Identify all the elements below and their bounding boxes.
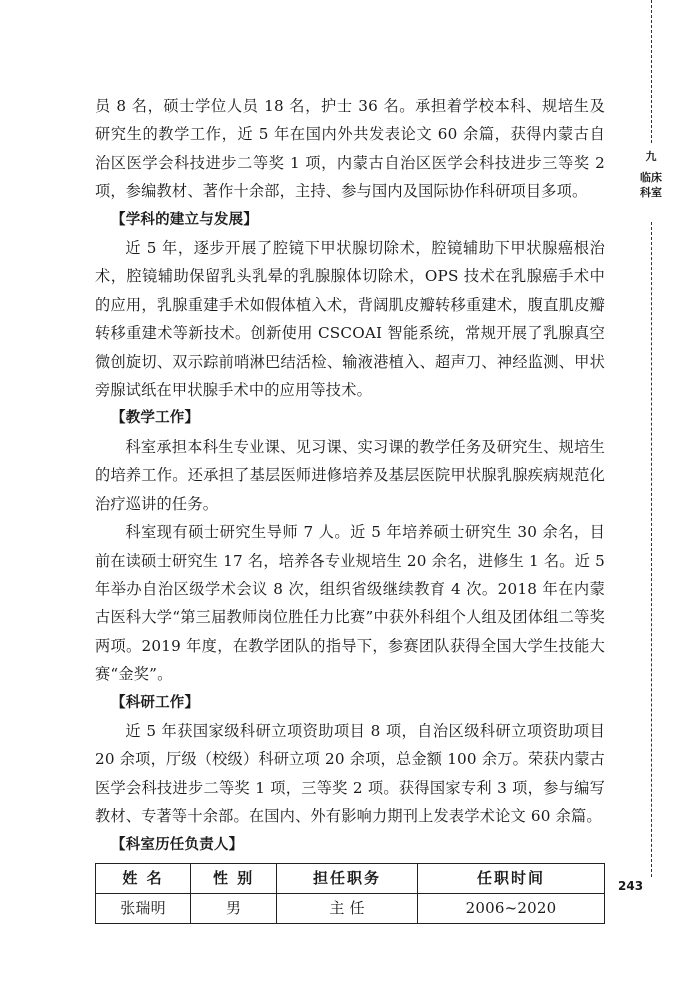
cell-position: 主 任: [277, 893, 418, 923]
leaders-table: [95, 863, 605, 924]
chapter-title: 临床科室: [640, 171, 662, 199]
table-row: [96, 893, 605, 923]
sidebar-dotted-line-top: [651, 0, 652, 143]
table-header-row: [96, 863, 605, 893]
page-number: 243: [618, 879, 644, 893]
cell-name: 张瑞明: [96, 893, 191, 923]
heading-discipline: 【学科的建立与发展】: [111, 211, 258, 228]
paragraph-research: 近 5 年获国家级科研立项资助项目 8 项，自治区级科研立项资助项目 20 余项，厅级（校级）科研立项 20 余项，总金额 100 余万。荣获内蒙古医学会科技进步二等奖 1 项，三等奖 2 项。获得国家专利 3 项，参与编写教材、专著等十余部。在国内、外有影响力期刊上发表学术论文 60 余篇。: [95, 721, 605, 826]
heading-teaching: 【教学工作】: [111, 410, 200, 427]
cell-tenure: 2006~2020: [417, 893, 604, 923]
page-body: [95, 92, 605, 924]
header-gender: 性 别: [191, 863, 277, 893]
header-position: 担任职务: [277, 863, 418, 893]
sidebar-dotted-line-bottom: [651, 222, 652, 877]
paragraph-teaching-1: 科室承担本科生专业课、见习课、实习课的教学任务及研究生、规培生的培养工作。还承担了基层医师进修培养及基层医院甲状腺乳腺疾病规范化治疗巡讲的任务。: [95, 437, 605, 513]
header-name: 姓 名: [96, 863, 191, 893]
paragraph-teaching-2: 科室现有硕士研究生导师 7 人。近 5 年培养硕士研究生 30 余名，目前在读硕士研究生 17 名，培养各专业规培生 20 余名，进修生 1 名。近 5 年举办自治区级学术会议 8 次，组织省级继续教育 4 次。2018 年在内蒙古医科大学“第三届教师岗位胜任力比赛”中获外科组个人组及团体组二等奖两项。2019 年度，在教学团队的指导下，参赛团队获得全国大学生技能大赛“金奖”。: [95, 523, 605, 684]
chapter-number: 九: [645, 150, 657, 163]
cell-gender: 男: [191, 893, 277, 923]
paragraph-discipline: 近 5 年，逐步开展了腔镜下甲状腺切除术，腔镜辅助下甲状腺癌根治术，腔镜辅助保留乳头乳晕的乳腺腺体切除术，OPS 技术在乳腺癌手术中的应用，乳腺重建手术如假体植入术，背阔肌皮瓣转移重建术，腹直肌皮瓣转移重建术等新技术。创新使用 CSCOAI 智能系统，常规开展了乳腺真空微创旋切、双示踪前哨淋巴结活检、输液港植入、超声刀、神经监测、甲状旁腺试纸在甲状腺手术中的应用等技术。: [95, 239, 605, 400]
header-tenure: 任职时间: [417, 863, 604, 893]
paragraph-staff: 员 8 名，硕士学位人员 18 名，护士 36 名。承担着学校本科、规培生及研究生的教学工作，近 5 年在国内外共发表论文 60 余篇，获得内蒙古自治区医学会科技进步二等奖 1 项，内蒙古自治区医学会科技进步三等奖 2 项，参编教材、著作十余部，主持、参与国内及国际协作科研项目多项。: [95, 97, 605, 201]
heading-leaders: 【科室历任负责人】: [111, 836, 244, 853]
heading-research: 【科研工作】: [111, 694, 200, 711]
chapter-sidebar: [640, 0, 668, 880]
